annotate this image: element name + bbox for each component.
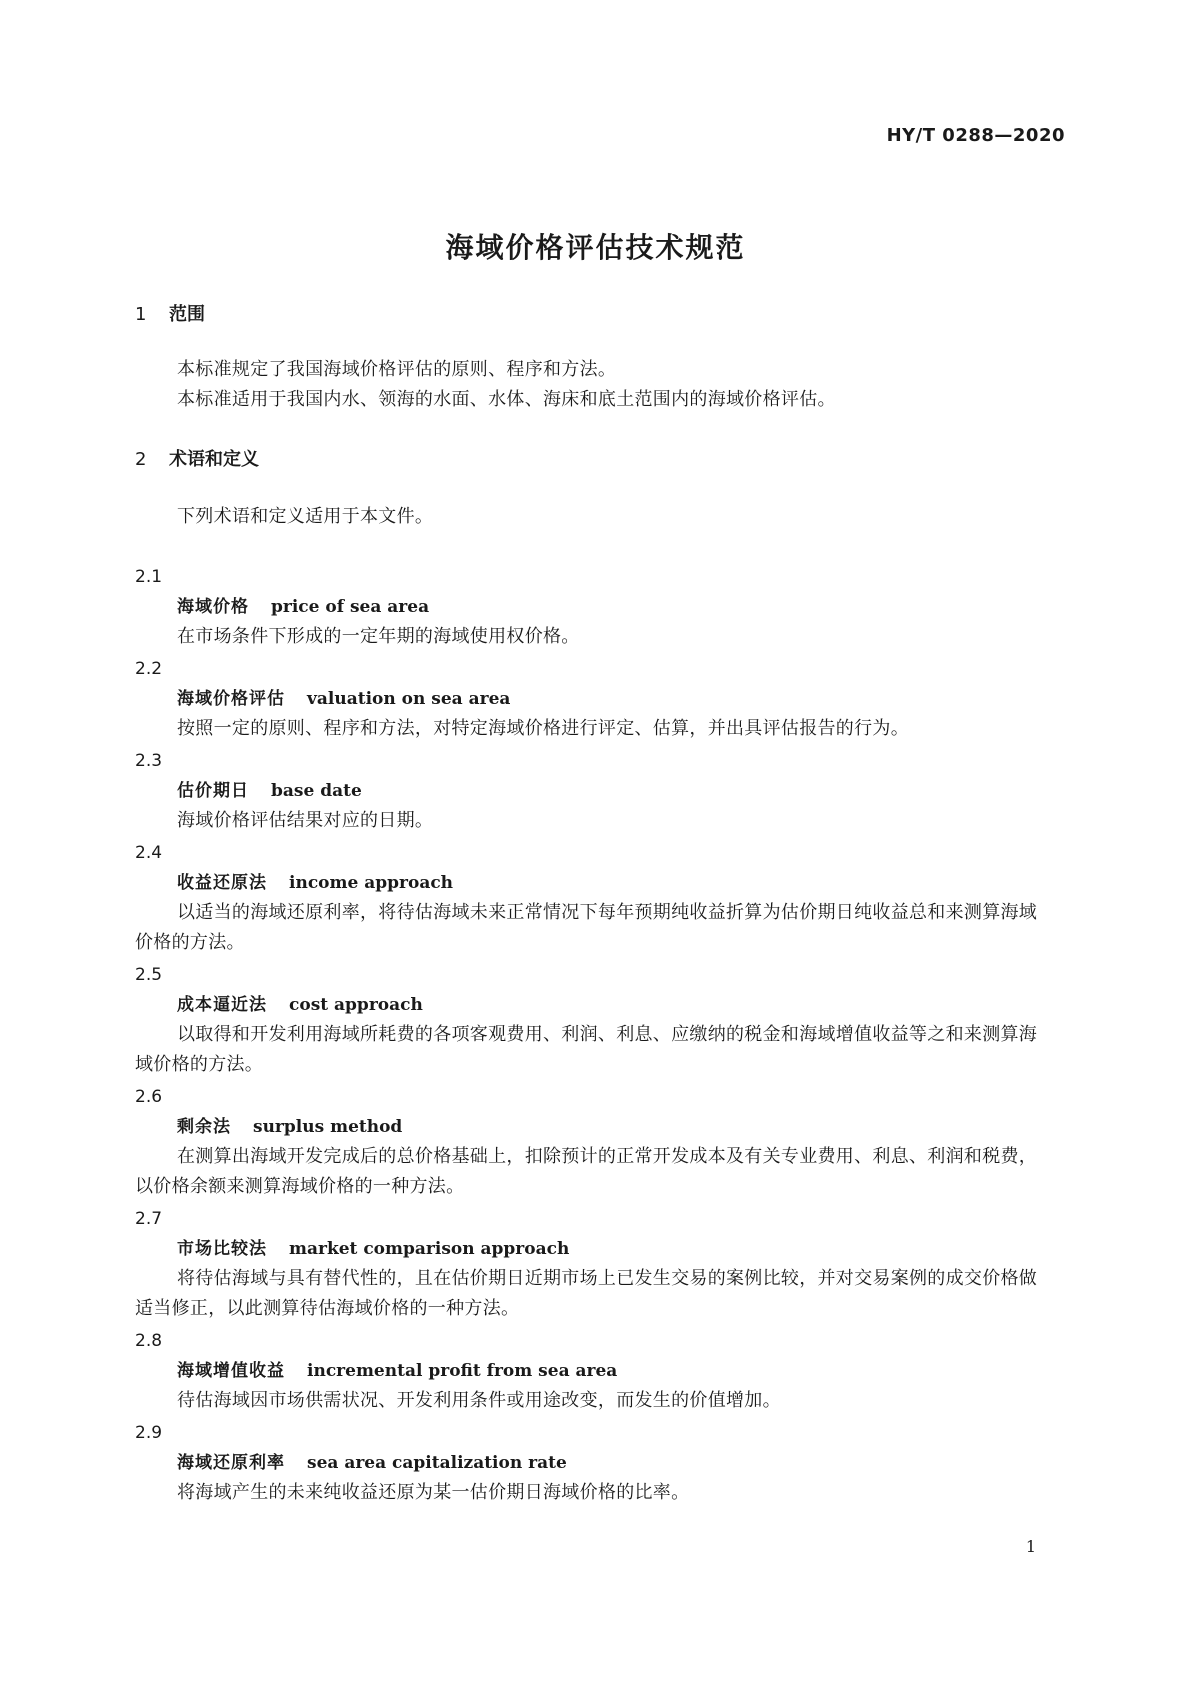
term-english: base date: [271, 781, 362, 801]
term-number: 2.6: [135, 1087, 163, 1107]
term-definition: 海域价格评估结果对应的日期。: [177, 810, 434, 831]
section-2-title: 术语和定义: [169, 449, 259, 470]
document-title: 海域价格评估技术规范: [445, 231, 746, 264]
term-heading: [135, 684, 1055, 714]
term-definition: 按照一定的原则、程序和方法，对特定海域价格进行评定、估算，并出具评估报告的行为。: [177, 718, 909, 739]
term-chinese: 成本逼近法: [177, 995, 267, 1015]
section-2-heading: [135, 445, 259, 471]
term-chinese: 海域还原利率: [177, 1453, 285, 1473]
term-definition: 将海域产生的未来纯收益还原为某一估价期日海域价格的比率。: [177, 1482, 690, 1503]
term-english: surplus method: [253, 1117, 403, 1137]
term-heading: [135, 1448, 1055, 1478]
term-heading: [135, 592, 1055, 622]
term-entry: [135, 960, 1055, 1080]
term-heading: [135, 776, 1055, 806]
term-definition: 在测算出海域开发完成后的总价格基础上，扣除预计的正常开发成本及有关专业费用、利息、利润和税费，以价格余额来测算海域价格的一种方法。: [135, 1146, 1038, 1197]
term-entry: [135, 746, 1055, 836]
term-heading: [135, 1234, 1055, 1264]
term-chinese: 海域增值收益: [177, 1361, 285, 1381]
term-heading: [135, 1356, 1055, 1386]
term-chinese: 海域价格评估: [177, 689, 285, 709]
term-number: 2.9: [135, 1423, 163, 1443]
definitions-list: [135, 562, 1055, 1510]
term-entry: [135, 562, 1055, 652]
term-definition: 将待估海域与具有替代性的，且在估价期日近期市场上已发生交易的案例比较，并对交易案例的成交价格做适当修正，以此测算待估海域价格的一种方法。: [135, 1268, 1038, 1319]
section-2-intro: 下列术语和定义适用于本文件。: [177, 506, 434, 527]
term-heading: [135, 990, 1055, 1020]
term-english: valuation on sea area: [307, 689, 511, 709]
term-definition: 在市场条件下形成的一定年期的海域使用权价格。: [177, 626, 580, 647]
term-definition: 以适当的海域还原利率，将待估海域未来正常情况下每年预期纯收益折算为估价期日纯收益总和来测算海域价格的方法。: [135, 902, 1038, 953]
term-entry: [135, 1204, 1055, 1324]
section-2-number: 2: [135, 449, 147, 470]
term-heading: [135, 868, 1055, 898]
section-1-paragraph-2: 本标准适用于我国内水、领海的水面、水体、海床和底土范围内的海域价格评估。: [177, 389, 836, 410]
section-1-paragraph-1: 本标准规定了我国海域价格评估的原则、程序和方法。: [177, 359, 617, 380]
term-number: 2.3: [135, 751, 163, 771]
section-1-heading: [135, 300, 205, 326]
term-entry: [135, 1326, 1055, 1416]
term-english: market comparison approach: [289, 1239, 570, 1259]
term-chinese: 海域价格: [177, 597, 249, 617]
term-number: 2.5: [135, 965, 163, 985]
term-chinese: 市场比较法: [177, 1239, 267, 1259]
term-number: 2.4: [135, 843, 163, 863]
term-english: incremental profit from sea area: [307, 1361, 618, 1381]
term-english: sea area capitalization rate: [307, 1453, 567, 1473]
term-definition: 待估海域因市场供需状况、开发利用条件或用途改变，而发生的价值增加。: [177, 1390, 781, 1411]
term-chinese: 估价期日: [177, 781, 249, 801]
term-number: 2.8: [135, 1331, 163, 1351]
term-number: 2.2: [135, 659, 163, 679]
term-entry: [135, 1082, 1055, 1202]
term-entry: [135, 654, 1055, 744]
term-number: 2.1: [135, 567, 163, 587]
section-1-title: 范围: [169, 304, 205, 325]
term-entry: [135, 1418, 1055, 1508]
term-number: 2.7: [135, 1209, 163, 1229]
term-definition: 以取得和开发利用海域所耗费的各项客观费用、利润、利息、应缴纳的税金和海域增值收益等之和来测算海域价格的方法。: [135, 1024, 1038, 1075]
section-1-number: 1: [135, 304, 147, 325]
term-english: price of sea area: [271, 597, 430, 617]
term-english: cost approach: [289, 995, 423, 1015]
term-chinese: 收益还原法: [177, 873, 267, 893]
term-heading: [135, 1112, 1055, 1142]
standard-code: HY/T 0288—2020: [886, 125, 1065, 146]
term-english: income approach: [289, 873, 454, 893]
term-entry: [135, 838, 1055, 958]
term-chinese: 剩余法: [177, 1117, 231, 1137]
page-number: 1: [1025, 1537, 1036, 1556]
